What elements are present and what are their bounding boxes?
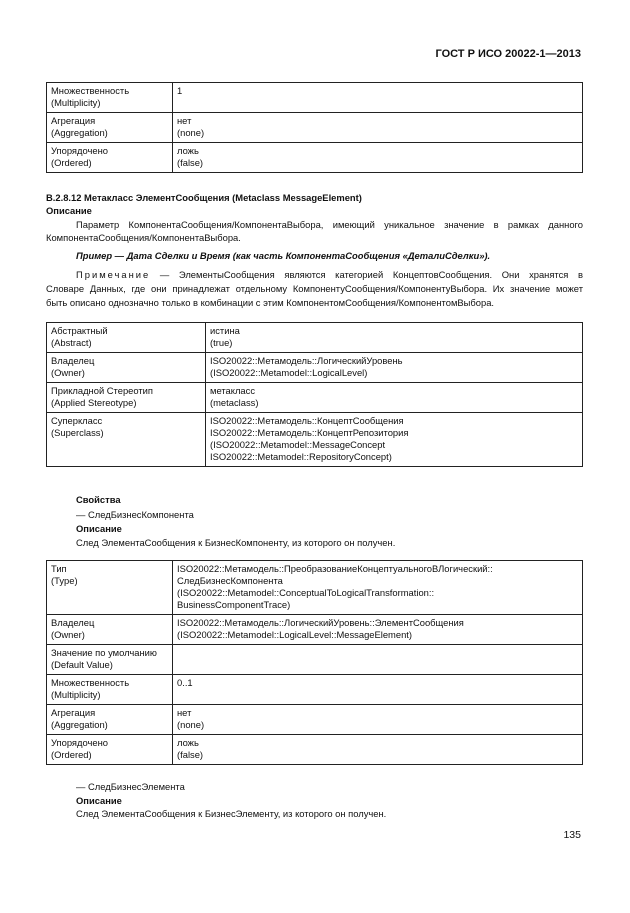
property-name-cell [47, 323, 206, 353]
property-name-text: (Owner) [51, 367, 85, 378]
property-value-text: (ISO20022::Metamodel::LogicalLevel::MessageElement) [177, 629, 413, 640]
property-value-text: ложь [177, 737, 199, 748]
description-heading: Описание [46, 205, 92, 216]
property-name-text: Прикладной Стереотип [51, 385, 153, 396]
note-line-1 [46, 269, 583, 281]
table-row [47, 561, 583, 615]
property-value-text: ISO20022::Metamodel::RepositoryConcept) [210, 451, 392, 462]
property-name-text: (Ordered) [51, 157, 92, 168]
table-row [47, 83, 583, 113]
property-item-2: — СледБизнесЭлемента [76, 781, 185, 792]
property-value-cell [173, 83, 583, 113]
page-number: 135 [563, 829, 581, 841]
property-value-text: 0..1 [177, 677, 193, 688]
property-value-text: (false) [177, 157, 204, 168]
note-label: Примечание [76, 269, 151, 280]
property-name-text: Тип [51, 563, 67, 574]
property-value-text: ISO20022::Метамодель::КонцептРепозитория [210, 427, 409, 438]
property-value-text: нет [177, 115, 192, 126]
note-line-2: Словаре Данных, где они принадлежат отдельному КомпонентуСообщения/КомпонентуВыбора. Их значение может [46, 283, 583, 294]
property-name-cell [47, 113, 173, 143]
property-value-cell [173, 735, 583, 765]
properties-table-1 [46, 82, 583, 173]
property-name-text: Упорядочено [51, 145, 108, 156]
property-value-text: (ISO20022::Metamodel::MessageConcept [210, 439, 386, 450]
property-name-cell [47, 645, 173, 675]
property-name-text: (Multiplicity) [51, 689, 101, 700]
table-row [47, 645, 583, 675]
table-row [47, 143, 583, 173]
property-value-text: (none) [177, 127, 205, 138]
property-name-text: Множественность [51, 85, 130, 96]
property-value-cell [206, 383, 583, 413]
properties-table-2 [46, 322, 583, 467]
property-item-1: — СледБизнесКомпонента [76, 509, 194, 520]
property-value-cell [173, 615, 583, 645]
properties-table-3 [46, 560, 583, 765]
property-value-text: ISO20022::Метамодель::КонцептСообщения [210, 415, 404, 426]
property-name-text: Агрегация [51, 707, 96, 718]
property-description-2: След ЭлементаСообщения к БизнесЭлементу, из которого он получен. [76, 808, 387, 819]
table-row [47, 675, 583, 705]
table-row [47, 383, 583, 413]
property-name-cell [47, 615, 173, 645]
property-value-cell [173, 675, 583, 705]
property-name-text: (Applied Stereotype) [51, 397, 137, 408]
property-name-text: (Default Value) [51, 659, 113, 670]
properties-heading: Свойства [76, 494, 121, 505]
description-line-2: КомпонентаСообщения/КомпонентаВыбора. [46, 232, 241, 243]
property-name-text: (Aggregation) [51, 719, 108, 730]
property-value-cell [173, 561, 583, 615]
property-value-text: СледБизнесКомпонента [177, 575, 283, 586]
property-name-text: Владелец [51, 617, 95, 628]
property-name-cell [47, 735, 173, 765]
property-value-text: (ISO20022::Metamodel::LogicalLevel) [210, 367, 368, 378]
property-name-text: (Multiplicity) [51, 97, 101, 108]
property-value-text: 1 [177, 85, 183, 96]
property-name-cell [47, 143, 173, 173]
property-value-cell [206, 323, 583, 353]
property-name-cell [47, 383, 206, 413]
property-value-cell [173, 143, 583, 173]
property-name-cell [47, 413, 206, 467]
property-value-text: BusinessComponentTrace) [177, 599, 291, 610]
property-value-cell [173, 705, 583, 735]
note-line-1-text: — ЭлементыСообщения являются категорией КонцептовСообщения. Они хранятся в [150, 269, 583, 280]
property-name-text: (Owner) [51, 629, 85, 640]
table-row [47, 735, 583, 765]
property-name-cell [47, 83, 173, 113]
property-value-text: нет [177, 707, 192, 718]
description-line-1: Параметр КомпонентаСообщения/КомпонентаВыбора, имеющий уникальное значение в рамках данного [76, 219, 583, 230]
property-description-1: След ЭлементаСообщения к БизнесКомпоненту, из которого он получен. [76, 537, 396, 548]
table-row [47, 413, 583, 467]
property-value-text: (false) [177, 749, 204, 760]
table-row [47, 705, 583, 735]
table-row [47, 323, 583, 353]
property-name-cell [47, 561, 173, 615]
property-value-cell [206, 353, 583, 383]
property-name-text: Множественность [51, 677, 130, 688]
table-row [47, 615, 583, 645]
property-name-cell [47, 353, 206, 383]
property-value-text: (none) [177, 719, 205, 730]
property-value-text: (true) [210, 337, 233, 348]
property-value-cell [206, 413, 583, 467]
property-value-cell [173, 645, 583, 675]
property-name-cell [47, 705, 173, 735]
property-value-text: ложь [177, 145, 199, 156]
document-header: ГОСТ Р ИСО 20022-1—2013 [435, 48, 581, 60]
property-description-heading-1: Описание [76, 523, 122, 534]
property-value-text: (metaclass) [210, 397, 259, 408]
section-title: B.2.8.12 Метакласс ЭлементСообщения (Metaclass MessageElement) [46, 192, 362, 203]
property-value-text: ISO20022::Метамодель::ЛогическийУровень [210, 355, 403, 366]
property-name-text: Значение по умолчанию [51, 647, 157, 658]
property-value-text: метакласс [210, 385, 256, 396]
table-row [47, 113, 583, 143]
table-row [47, 353, 583, 383]
property-value-cell [173, 113, 583, 143]
property-value-text: (ISO20022::Metamodel::ConceptualToLogicalTransformation:: [177, 587, 435, 598]
example-text: Пример — Дата Сделки и Время (как часть КомпонентаСообщения «ДеталиСделки»). [76, 250, 491, 261]
property-name-text: (Aggregation) [51, 127, 108, 138]
property-name-cell [47, 675, 173, 705]
property-name-text: Суперкласс [51, 415, 103, 426]
note-line-3: быть описано однозначно только в комбинации с этим КомпонентомСообщения/КомпонентомВыбора. [46, 297, 495, 308]
property-name-text: (Abstract) [51, 337, 92, 348]
property-name-text: (Ordered) [51, 749, 92, 760]
property-name-text: Агрегация [51, 115, 96, 126]
property-value-text: ISO20022::Метамодель::ПреобразованиеКонцептуальногоВЛогический:: [177, 563, 493, 574]
property-value-text: истина [210, 325, 240, 336]
property-name-text: (Superclass) [51, 427, 104, 438]
property-name-text: Абстрактный [51, 325, 108, 336]
property-name-text: Упорядочено [51, 737, 108, 748]
property-description-heading-2: Описание [76, 795, 122, 806]
property-value-text: ISO20022::Метамодель::ЛогическийУровень::ЭлементСообщения [177, 617, 464, 628]
property-name-text: Владелец [51, 355, 95, 366]
property-name-text: (Type) [51, 575, 78, 586]
